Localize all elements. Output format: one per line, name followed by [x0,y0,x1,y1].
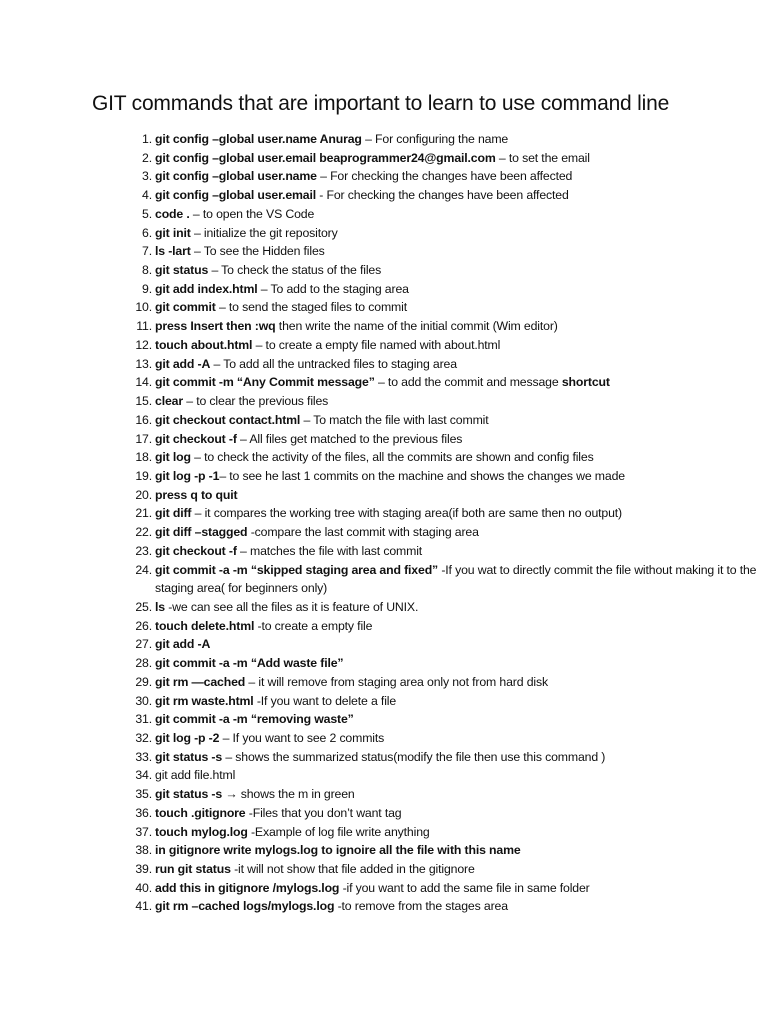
command-description: – to open the VS Code [189,206,315,221]
command-text: git init [155,225,191,240]
command-text: git log -p -1 [155,468,220,483]
item-body [155,766,760,785]
command-text: git add index.html [155,281,258,296]
command-description: git add file.html [155,768,236,783]
item-body [155,130,760,149]
item-body [155,692,760,711]
command-description: – matches the file with last commit [236,543,423,558]
item-body [155,373,760,392]
command-text: git commit [155,300,216,315]
list-item [110,411,760,430]
list-item [110,448,760,467]
item-number: 13. [135,356,152,371]
list-item [110,430,760,449]
command-text: git config –global user.name [155,169,317,184]
item-number: 28. [135,656,152,671]
command-description: – to see he last 1 commits on the machine and shows the changes we made [219,468,625,483]
command-text: git status -s [155,749,223,764]
item-body [155,448,760,467]
command-text: git checkout -f [155,431,237,446]
item-body [155,897,760,916]
item-body [155,280,760,299]
item-body [155,879,760,898]
command-text: git commit -a -m “skipped staging area and fixed” [155,562,439,577]
list-item [110,692,760,711]
item-number: 31. [135,712,152,727]
item-number: 17. [135,431,152,446]
list-item [110,373,760,392]
command-description: -we can see all the files as it is feature of UNIX. [164,599,419,614]
item-number: 4. [142,188,152,203]
item-body [155,561,760,598]
list-item [110,298,760,317]
item-body [155,785,760,804]
list-item [110,261,760,280]
item-body [155,242,760,261]
item-number: 21. [135,506,152,521]
command-text: code . [155,206,190,221]
item-number: 34. [135,768,152,783]
command-description: -it will not show that file added in the gitignore [230,862,475,877]
page-title: GIT commands that are important to learn to use command line [92,92,670,115]
list-item [110,860,760,879]
command-text: git diff [155,506,192,521]
item-number: 22. [135,525,152,540]
item-body [155,841,760,860]
command-text: git rm —cached [155,674,246,689]
list-item [110,523,760,542]
item-body [155,748,760,767]
item-number: 20. [135,487,152,502]
list-item [110,879,760,898]
command-text: run git status [155,862,231,877]
command-text: touch .gitignore [155,805,246,820]
item-body [155,411,760,430]
item-number: 9. [142,281,152,296]
item-body [155,673,760,692]
item-number: 35. [135,787,152,802]
list-item [110,467,760,486]
list-item [110,186,760,205]
list-item [110,542,760,561]
command-text: git rm –cached logs/mylogs.log [155,899,335,914]
list-item [110,242,760,261]
item-body [155,635,760,654]
item-body [155,317,760,336]
list-item [110,673,760,692]
command-description: – to create a empty file named with about.html [252,337,501,352]
command-list [110,130,760,916]
list-item [110,617,760,636]
command-text: git checkout contact.html [155,412,301,427]
list-item [110,804,760,823]
command-text: git checkout -f [155,543,237,558]
command-text: git add -A [155,356,211,371]
command-text: git add -A [155,637,211,652]
item-body [155,486,760,505]
item-body [155,149,760,168]
command-description: – To see the Hidden files [190,244,325,259]
item-body [155,336,760,355]
item-number: 33. [135,749,152,764]
command-text: git log [155,450,191,465]
list-item [110,598,760,617]
command-description: – to check the activity of the files, all the commits are shown and config files [190,450,594,465]
item-body [155,654,760,673]
command-text: touch mylog.log [155,824,248,839]
item-body [155,224,760,243]
list-item [110,654,760,673]
list-item [110,841,760,860]
command-text: git config –global user.email [155,188,317,203]
item-body [155,598,760,617]
command-description: – For checking the changes have been affected [316,169,573,184]
item-body [155,467,760,486]
item-number: 29. [135,674,152,689]
list-item [110,355,760,374]
command-description: – To check the status of the files [208,263,382,278]
item-number: 38. [135,843,152,858]
item-number: 41. [135,899,152,914]
command-description: – To add to the staging area [257,281,409,296]
command-text: git commit -a -m “Add waste file” [155,656,344,671]
item-body [155,729,760,748]
item-number: 7. [142,244,152,259]
item-number: 30. [135,693,152,708]
item-body [155,504,760,523]
command-text: git diff –stagged [155,525,248,540]
command-text: git commit -a -m “removing waste” [155,712,354,727]
item-number: 24. [135,562,152,577]
command-text: add this in gitignore /mylogs.log [155,880,340,895]
command-description: -to create a empty file [254,618,373,633]
list-item [110,280,760,299]
command-description: -Example of log file write anything [247,824,430,839]
item-body [155,392,760,411]
command-text: ls [155,599,165,614]
command-description: – initialize the git repository [190,225,338,240]
command-description: -to remove from the stages area [334,899,508,914]
command-text: clear [155,394,183,409]
item-number: 12. [135,337,152,352]
command-text: in gitignore write mylogs.log to ignoire all the file with this name [155,843,521,858]
command-description: then write the name of the initial commit (Wim editor) [275,319,558,334]
item-number: 18. [135,450,152,465]
list-item [110,504,760,523]
item-body [155,205,760,224]
command-description: -compare the last commit with staging area [247,525,479,540]
item-number: 15. [135,394,152,409]
item-number: 25. [135,599,152,614]
list-item [110,317,760,336]
item-number: 32. [135,731,152,745]
item-body [155,430,760,449]
command-text: git status [155,263,209,278]
command-text: git config –global user.name Anurag [155,132,362,146]
item-number: 19. [135,468,152,483]
command-description: -Files that you don’t want tag [245,805,402,820]
item-body [155,710,760,729]
item-number: 6. [142,225,152,240]
command-description: – To add all the untracked files to staging area [210,356,457,371]
command-description: – it will remove from staging area only not from hard disk [245,674,548,689]
command-text: touch about.html [155,337,253,352]
item-number: 8. [142,263,152,278]
item-body [155,186,760,205]
item-number: 11. [136,319,152,334]
command-description: – it compares the working tree with staging area(if both are same then no output) [191,506,622,521]
item-number: 23. [135,543,152,558]
item-number: 14. [135,375,152,390]
list-item [110,167,760,186]
command-description: – All files get matched to the previous files [236,431,463,446]
item-body [155,542,760,561]
list-item [110,897,760,916]
item-number: 5. [142,206,152,221]
command-description: -If you wat to directly commit the file without making it to the staging area( for beginners only) [155,562,757,596]
list-item [110,486,760,505]
list-item [110,635,760,654]
item-body [155,860,760,879]
list-item [110,729,760,748]
item-body [155,804,760,823]
list-item [110,710,760,729]
command-text: git log -p -2 [155,731,220,745]
item-body [155,617,760,636]
command-description: – to add the commit and message [374,375,562,390]
command-text: touch delete.html [155,618,255,633]
item-body [155,167,760,186]
list-item [110,224,760,243]
item-number: 27. [135,637,152,652]
item-number: 1. [142,132,152,146]
list-item [110,130,760,149]
item-body [155,261,760,280]
list-item [110,823,760,842]
item-number: 36. [135,805,152,820]
item-number: 10. [135,300,152,315]
list-item [110,748,760,767]
command-description: – If you want to see 2 commits [219,731,385,745]
item-body [155,523,760,542]
list-item [110,561,760,598]
command-description: – to set the email [495,150,590,165]
list-item [110,785,760,804]
command-text: git status -s [155,787,223,802]
command-description: – to clear the previous files [182,394,329,409]
command-text: git config –global user.email beaprogrammer24@gmail.com [155,150,496,165]
command-text: git commit -m “Any Commit message” [155,375,375,390]
item-number: 37. [135,824,152,839]
command-text-suffix: shortcut [561,375,610,390]
command-description: – shows the summarized status(modify the file then use this command ) [222,749,606,764]
command-description: – For configuring the name [361,132,509,146]
command-description: -If you want to delete a file [253,693,397,708]
item-body [155,298,760,317]
command-description: – to send the staged files to commit [215,300,407,315]
item-number: 40. [135,880,152,895]
command-description: → shows the m in green [222,787,355,802]
item-number: 2. [142,150,152,165]
item-body [155,355,760,374]
command-text: press Insert then :wq [155,319,276,334]
item-number: 3. [142,169,152,184]
list-item [110,766,760,785]
item-number: 39. [135,862,152,877]
command-text: ls -lart [155,244,191,259]
command-text: press q to quit [155,487,238,502]
list-item [110,336,760,355]
list-item [110,149,760,168]
command-description: -if you want to add the same file in same folder [339,880,590,895]
command-description: – To match the file with last commit [300,412,489,427]
item-body [155,823,760,842]
list-item [110,205,760,224]
list-item [110,392,760,411]
command-text: git rm waste.html [155,693,254,708]
item-number: 16. [135,412,152,427]
command-description: - For checking the changes have been affected [316,188,569,203]
item-number: 26. [135,618,152,633]
